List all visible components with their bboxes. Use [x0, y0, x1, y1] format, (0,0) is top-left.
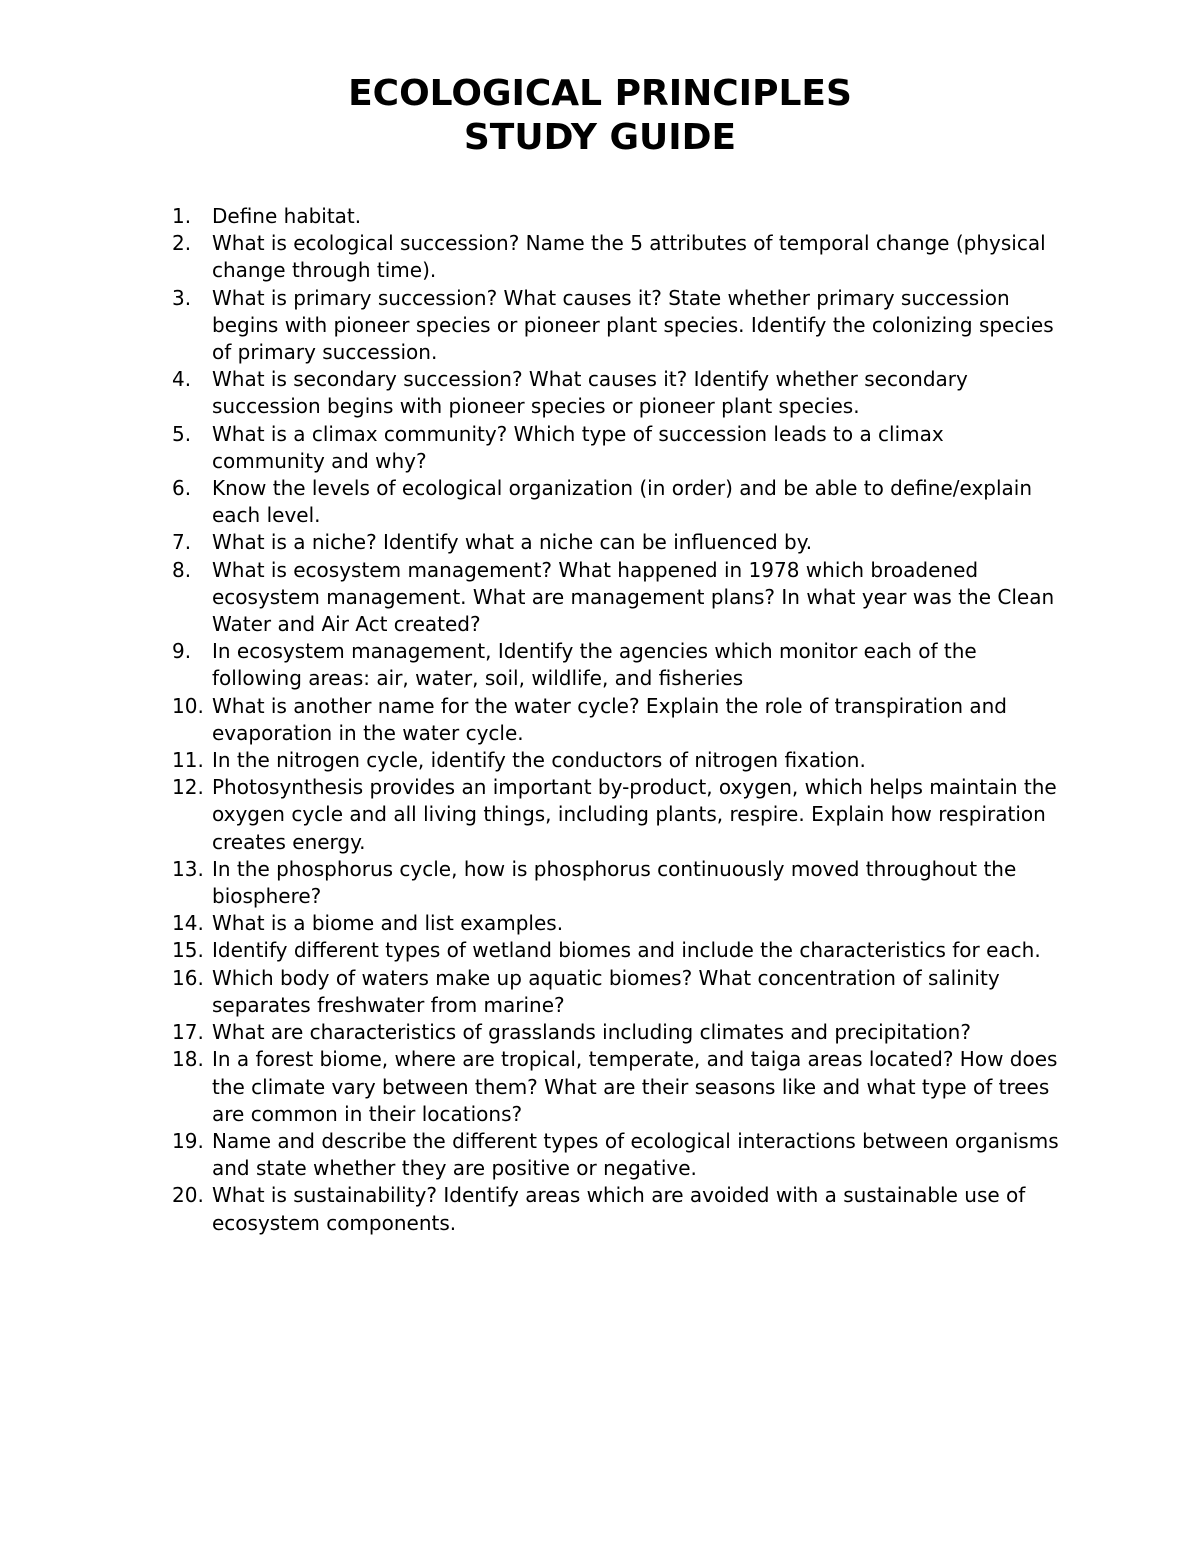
question-number: 9.: [172, 639, 192, 664]
question-number: 11.: [172, 748, 204, 773]
question-text: Define habitat.: [212, 204, 362, 228]
question-text: What is primary succession? What causes it? State whether primary succession begins with pioneer species or pioneer plant species. Identify the colonizing species of primary succession.: [212, 285, 1054, 365]
question-number: 14.: [172, 911, 204, 936]
question-number: 15.: [172, 938, 204, 963]
question-number: 1.: [172, 204, 192, 228]
question-number: 12.: [172, 775, 204, 800]
question-text: What is ecological succession? Name the 5 attributes of temporal change (physical change through time).: [212, 231, 1046, 283]
question-item: [172, 421, 1062, 475]
question-item: [172, 856, 1062, 910]
question-number: 18.: [172, 1047, 204, 1072]
question-item: [172, 203, 1062, 230]
question-number: 3.: [172, 285, 192, 310]
question-number: 10.: [172, 693, 204, 718]
question-item: [172, 557, 1062, 639]
question-text: What are characteristics of grasslands including climates and precipitation?: [212, 1020, 971, 1045]
question-number: 5.: [172, 421, 192, 446]
question-item: [172, 285, 1062, 367]
question-item: [172, 747, 1062, 774]
question-number: 13.: [172, 856, 204, 881]
question-text: What is secondary succession? What causes it? Identify whether secondary succession begins with pioneer species or pioneer plant species.: [212, 367, 968, 419]
question-item: [172, 230, 1062, 284]
question-number: 7.: [172, 530, 192, 555]
question-text: What is ecosystem management? What happened in 1978 which broadened ecosystem management. What are management plans? In what year was the Clean Water and Air Act created?: [212, 557, 1055, 637]
document-title: [0, 72, 1200, 160]
question-text: In the phosphorus cycle, how is phosphorus continuously moved throughout the biosphere?: [212, 856, 1017, 909]
question-number: 19.: [172, 1128, 204, 1153]
question-item: [172, 1128, 1062, 1182]
question-item: [172, 1182, 1062, 1236]
question-text: In a forest biome, where are tropical, temperate, and taiga areas located? How does the climate vary between them? What are their seasons like and what type of trees are common in their locations?: [212, 1047, 1058, 1126]
question-item: [172, 937, 1062, 964]
question-list: [172, 203, 1062, 1237]
question-item: [172, 1019, 1062, 1046]
question-text: Identify different types of wetland biomes and include the characteristics for each.: [212, 938, 1041, 963]
question-text: In ecosystem management, Identify the agencies which monitor each of the following areas: air, water, soil, wildlife, and fisheries: [212, 639, 977, 691]
question-item: [172, 965, 1062, 1019]
question-text: What is another name for the water cycle? Explain the role of transpiration and evaporation in the water cycle.: [212, 693, 1007, 745]
question-item: [172, 774, 1062, 856]
question-text: In the nitrogen cycle, identify the conductors of nitrogen fixation.: [212, 748, 866, 773]
question-text: Which body of waters make up aquatic biomes? What concentration of salinity separates freshwater from marine?: [212, 965, 1000, 1017]
question-item: [172, 1046, 1062, 1128]
question-number: 8.: [172, 557, 192, 582]
question-text: What is sustainability? Identify areas which are avoided with a sustainable use of ecosystem components.: [212, 1183, 1026, 1235]
question-text: Know the levels of ecological organization (in order) and be able to define/explain each level.: [212, 476, 1033, 528]
question-text: Photosynthesis provides an important by-product, oxygen, which helps maintain the oxygen cycle and all living things, including plants, respire. Explain how respiration creates energy.: [212, 775, 1057, 854]
question-item: [172, 529, 1062, 556]
question-number: 16.: [172, 965, 204, 990]
question-item: [172, 693, 1062, 747]
question-number: 2.: [172, 231, 192, 256]
question-text: Name and describe the different types of ecological interactions between organisms and state whether they are positive or negative.: [212, 1128, 1059, 1181]
question-item: [172, 475, 1062, 529]
question-number: 6.: [172, 476, 192, 501]
question-number: 17.: [172, 1020, 204, 1045]
title-line-1: ECOLOGICAL PRINCIPLES: [348, 73, 852, 114]
question-text: What is a niche? Identify what a niche can be influenced by.: [212, 530, 813, 555]
question-item: [172, 638, 1062, 692]
question-text: What is a climax community? Which type of succession leads to a climax community and why?: [212, 421, 944, 473]
question-item: [172, 910, 1062, 937]
title-line-2: STUDY GUIDE: [463, 117, 737, 158]
question-number: 4.: [172, 367, 192, 392]
question-item: [172, 366, 1062, 420]
question-number: 20.: [172, 1183, 204, 1208]
question-text: What is a biome and list examples.: [212, 911, 564, 936]
